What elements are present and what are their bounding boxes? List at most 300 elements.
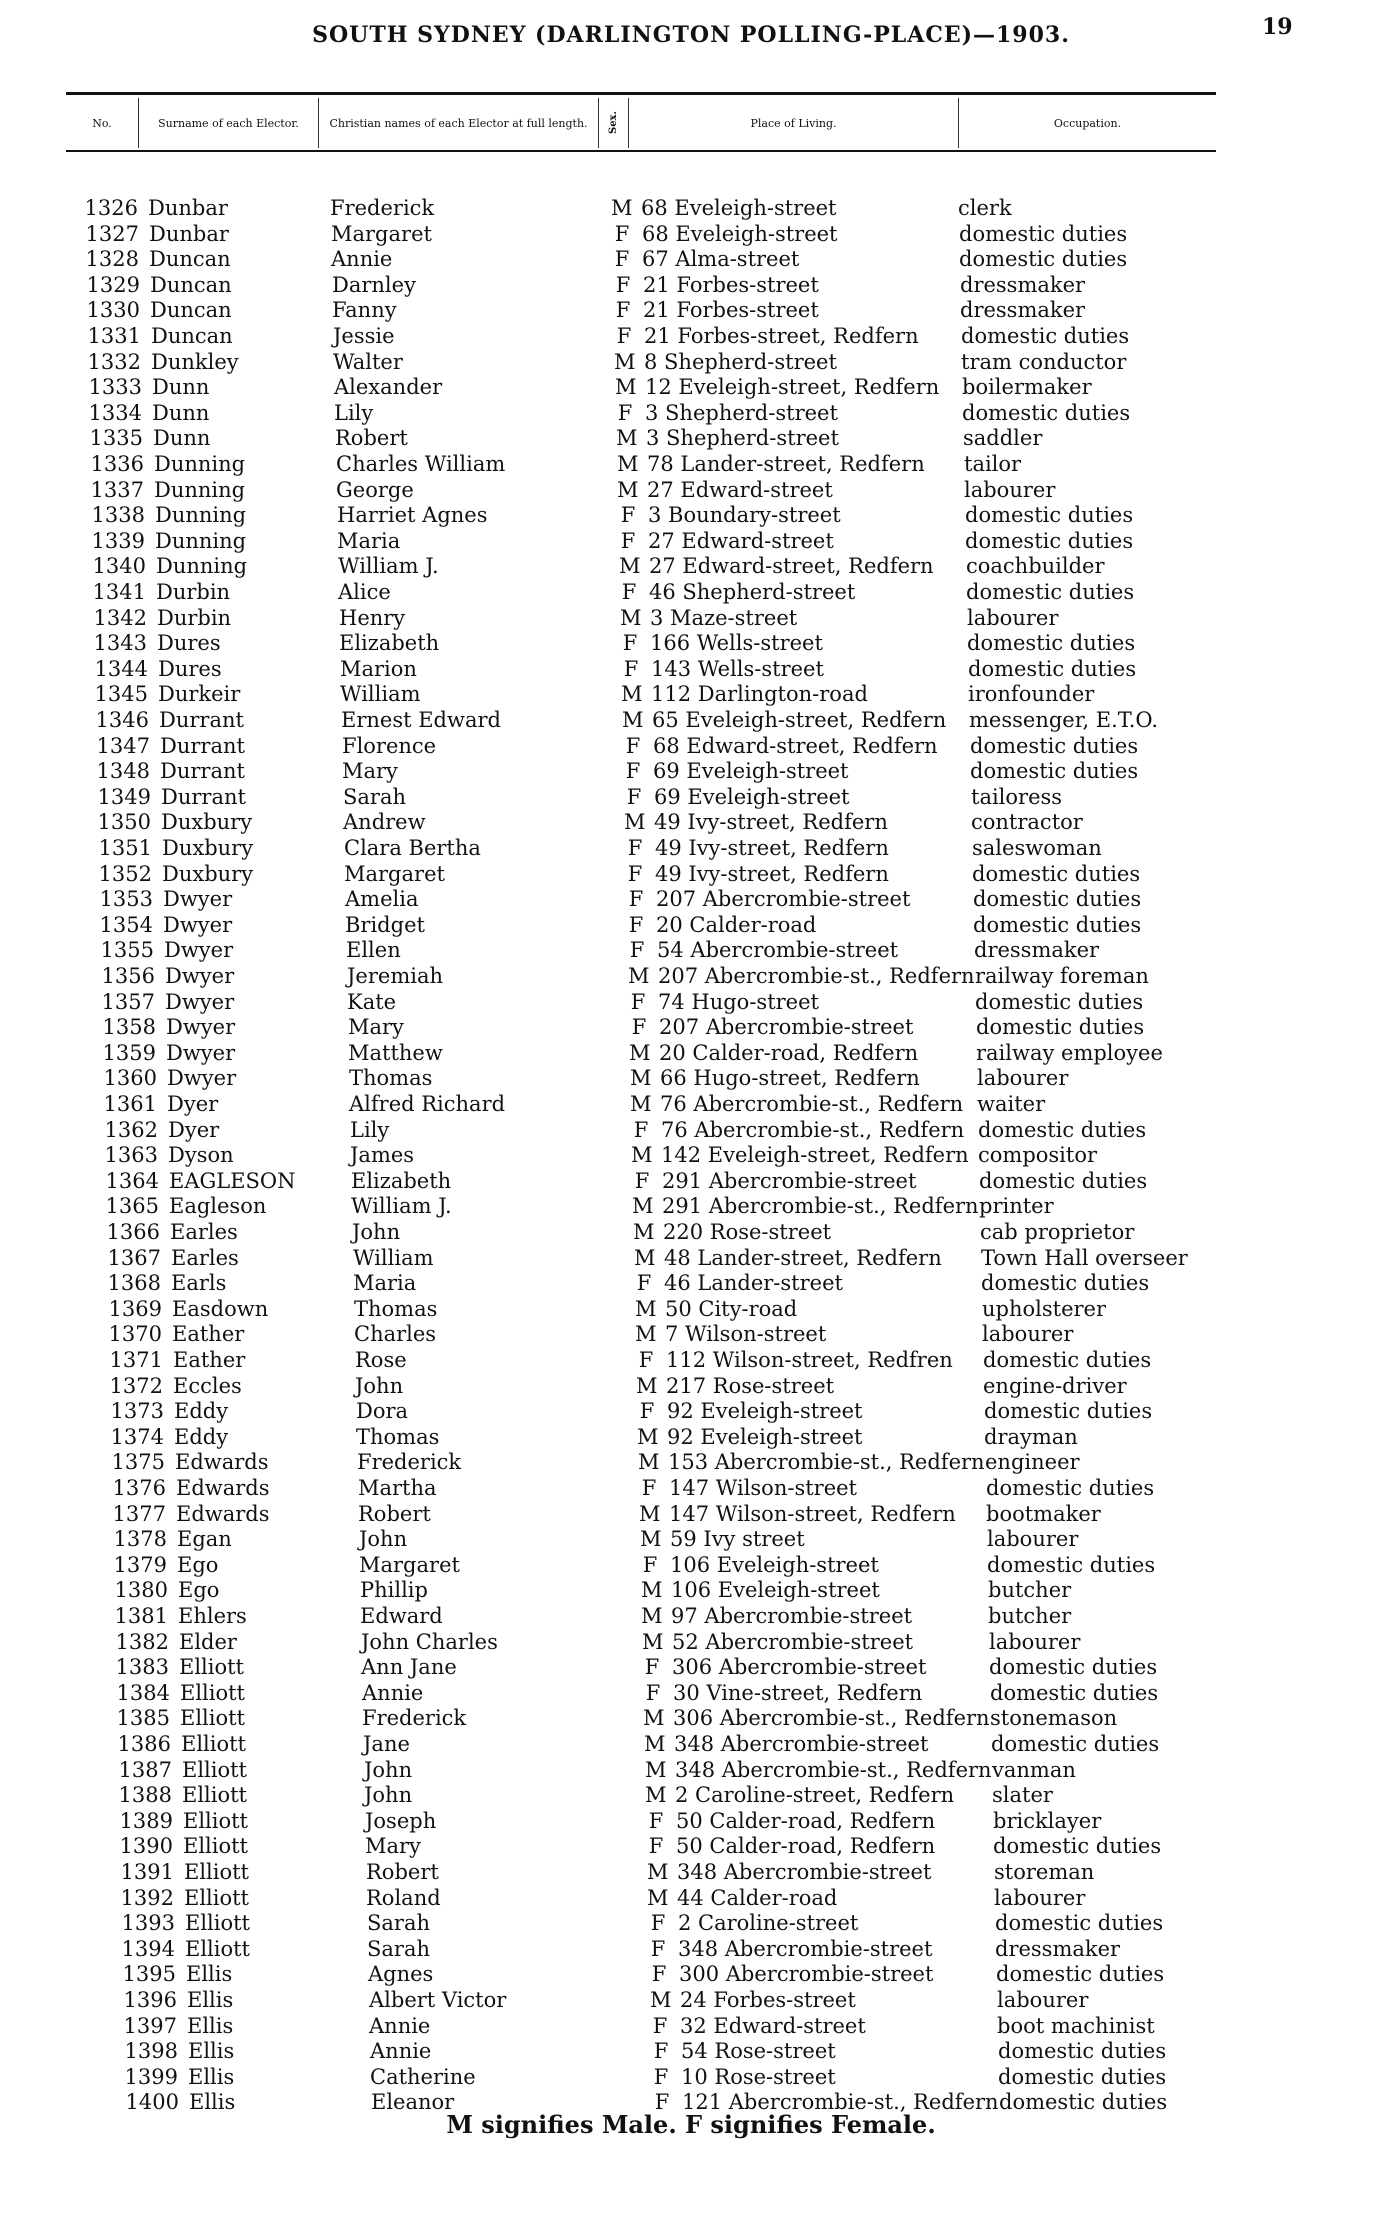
elector-occupation: labourer: [967, 606, 1059, 630]
elector-number: 1337: [90, 478, 144, 502]
elector-number: 1332: [87, 350, 141, 374]
elector-occupation: saleswoman: [972, 836, 1102, 860]
elector-surname: EAGLESON: [169, 1169, 296, 1193]
elector-surname: Duncan: [150, 298, 232, 322]
table-row: [78, 656, 1278, 682]
elector-number: 1341: [92, 580, 146, 604]
table-row: [80, 758, 1280, 784]
elector-place-of-living: 32 Edward-street: [680, 2014, 866, 2038]
elector-sex: F: [645, 1681, 661, 1705]
elector-occupation: vanman: [992, 1758, 1076, 1782]
table-row: [105, 1936, 1305, 1962]
elector-place-of-living: 121 Abercrombie-st., Redfern: [682, 2090, 999, 2114]
elector-christian-names: Fanny: [332, 298, 397, 322]
elector-place-of-living: 8 Shepherd-street: [644, 350, 837, 374]
elector-surname: Duncan: [151, 324, 233, 348]
elector-occupation: domestic duties: [965, 503, 1134, 527]
elector-christian-names: Clara Bertha: [344, 836, 481, 860]
elector-number: 1393: [121, 1911, 175, 1935]
elector-place-of-living: 68 Eveleigh-street: [641, 196, 837, 220]
elector-occupation: compositor: [978, 1143, 1098, 1167]
elector-number: 1377: [112, 1502, 166, 1526]
elector-surname: Duxbury: [161, 810, 253, 834]
elector-occupation: domestic duties: [967, 631, 1136, 655]
table-row: [75, 502, 1275, 528]
table-row: [80, 733, 1280, 759]
elector-occupation: waiter: [977, 1092, 1046, 1116]
elector-sex: F: [644, 1655, 660, 1679]
table-header: [66, 96, 1216, 150]
elector-surname: Earls: [171, 1271, 227, 1295]
elector-sex: F: [621, 580, 637, 604]
elector-christian-names: Ellen: [346, 938, 401, 962]
table-row: [76, 553, 1276, 579]
elector-surname: Dunn: [152, 375, 210, 399]
elector-sex: M: [617, 452, 639, 476]
elector-christian-names: Thomas: [356, 1425, 440, 1449]
elector-occupation: bricklayer: [993, 1809, 1102, 1833]
elector-occupation: saddler: [963, 426, 1043, 450]
elector-christian-names: Alfred Richard: [349, 1092, 506, 1116]
elector-surname: Dwyer: [163, 887, 233, 911]
table-row: [84, 937, 1284, 963]
elector-place-of-living: 65 Eveleigh-street, Redfern: [652, 708, 947, 732]
elector-surname: Edwards: [176, 1502, 270, 1526]
table-row: [74, 451, 1274, 477]
elector-number: 1358: [102, 1015, 156, 1039]
elector-christian-names: Thomas: [349, 1066, 433, 1090]
elector-place-of-living: 30 Vine-street, Redfern: [673, 1681, 923, 1705]
elector-sex: F: [650, 1911, 666, 1935]
elector-surname: Elliott: [184, 1886, 249, 1910]
elector-number: 1381: [114, 1604, 168, 1628]
elector-christian-names: Annie: [362, 1681, 424, 1705]
elector-surname: Dunning: [155, 503, 247, 527]
table-row: [101, 1731, 1301, 1757]
elector-sex: M: [631, 1143, 653, 1167]
table-row: [89, 1193, 1289, 1219]
elector-sex: F: [633, 1118, 649, 1142]
elector-surname: Dunning: [155, 529, 247, 553]
table-row: [77, 630, 1277, 656]
elector-christian-names: Lily: [334, 401, 374, 425]
table-row: [103, 1808, 1303, 1834]
page-title: SOUTH SYDNEY (DARLINGTON POLLING-PLACE)—1903.: [312, 22, 1070, 48]
elector-surname: Earles: [170, 1220, 238, 1244]
elector-christian-names: Sarah: [343, 785, 406, 809]
elector-surname: Dunning: [154, 478, 246, 502]
elector-surname: Durrant: [161, 785, 246, 809]
elector-christian-names: Robert: [335, 426, 408, 450]
table-row: [97, 1552, 1297, 1578]
elector-sex: M: [637, 1425, 659, 1449]
elector-number: 1349: [97, 785, 151, 809]
elector-sex: M: [611, 196, 633, 220]
elector-christian-names: Dora: [356, 1399, 409, 1423]
elector-surname: Dwyer: [165, 964, 235, 988]
table-row: [104, 1885, 1304, 1911]
elector-number: 1387: [118, 1758, 172, 1782]
elector-occupation: drayman: [984, 1425, 1078, 1449]
elector-christian-names: Phillip: [360, 1578, 428, 1602]
elector-number: 1392: [120, 1886, 174, 1910]
elector-number: 1379: [113, 1553, 167, 1577]
elector-number: 1380: [114, 1578, 168, 1602]
elector-surname: Eddy: [174, 1425, 229, 1449]
elector-sex: M: [628, 964, 650, 988]
elector-surname: Ellis: [189, 2090, 236, 2114]
table-row: [103, 1833, 1303, 1859]
elector-surname: Elliott: [179, 1655, 244, 1679]
table-row: [106, 1961, 1306, 1987]
elector-occupation: domestic duties: [973, 887, 1142, 911]
elector-christian-names: Alexander: [334, 375, 443, 399]
elector-place-of-living: 207 Abercrombie-st., Redfern: [658, 964, 975, 988]
elector-christian-names: William: [340, 682, 421, 706]
elector-sex: M: [629, 1041, 651, 1065]
elector-christian-names: Walter: [333, 350, 403, 374]
elector-number: 1327: [85, 222, 139, 246]
elector-surname: Edwards: [175, 1450, 269, 1474]
elector-surname: Eccles: [173, 1374, 242, 1398]
elector-sex: F: [639, 1399, 655, 1423]
elector-place-of-living: 50 Calder-road, Redfern: [676, 1809, 936, 1833]
elector-christian-names: Annie: [369, 2014, 431, 2038]
elector-occupation: domestic duties: [984, 1399, 1153, 1423]
elector-place-of-living: 68 Edward-street, Redfern: [653, 734, 938, 758]
elector-christian-names: Lily: [350, 1118, 390, 1142]
table-row: [92, 1296, 1292, 1322]
elector-number: 1378: [113, 1527, 167, 1551]
elector-number: 1370: [108, 1322, 162, 1346]
elector-place-of-living: 153 Abercrombie-st., Redfern: [668, 1450, 985, 1474]
elector-sex: F: [625, 734, 641, 758]
elector-place-of-living: 49 Ivy-street, Redfern: [655, 862, 889, 886]
elector-sex: M: [650, 1988, 672, 2012]
elector-occupation: domestic duties: [973, 913, 1142, 937]
elector-sex: F: [641, 1476, 657, 1500]
elector-number: 1333: [88, 375, 142, 399]
elector-sex: F: [614, 222, 630, 246]
elector-surname: Ellis: [186, 1962, 233, 1986]
elector-christian-names: Catherine: [370, 2065, 476, 2089]
elector-occupation: slater: [992, 1783, 1053, 1807]
elector-sex: M: [640, 1527, 662, 1551]
elector-occupation: contractor: [971, 810, 1083, 834]
elector-christian-names: William: [353, 1246, 434, 1270]
elector-occupation: domestic duties: [989, 1655, 1158, 1679]
elector-occupation: domestic duties: [998, 2065, 1167, 2089]
elector-number: 1361: [103, 1092, 157, 1116]
elector-surname: Durrant: [159, 708, 244, 732]
elector-occupation: engine-driver: [983, 1374, 1127, 1398]
elector-sex: F: [617, 401, 633, 425]
elector-christian-names: Henry: [339, 606, 406, 630]
elector-place-of-living: 106 Eveleigh-street: [671, 1578, 880, 1602]
elector-place-of-living: 348 Abercrombie-street: [678, 1937, 933, 1961]
elector-occupation: labourer: [989, 1630, 1081, 1654]
elector-number: 1353: [99, 887, 153, 911]
elector-occupation: domestic duties: [983, 1348, 1152, 1372]
elector-occupation: domestic duties: [966, 580, 1135, 604]
elector-sex: M: [634, 1246, 656, 1270]
table-row: [83, 886, 1283, 912]
table-row: [74, 477, 1274, 503]
elector-occupation: cab proprietor: [980, 1220, 1135, 1244]
elector-number: 1382: [115, 1630, 169, 1654]
elector-surname: Elliott: [180, 1706, 245, 1730]
elector-place-of-living: 92 Eveleigh-street: [667, 1425, 863, 1449]
elector-surname: Elder: [179, 1630, 237, 1654]
elector-occupation: domestic duties: [981, 1271, 1150, 1295]
table-row: [86, 1014, 1286, 1040]
elector-occupation: domestic duties: [976, 1015, 1145, 1039]
elector-sex: F: [623, 657, 639, 681]
elector-occupation: clerk: [958, 196, 1012, 220]
elector-place-of-living: 21 Forbes-street: [643, 298, 819, 322]
elector-sex: F: [615, 298, 631, 322]
elector-christian-names: Roland: [366, 1886, 441, 1910]
elector-place-of-living: 10 Rose-street: [681, 2065, 836, 2089]
elector-number: 1399: [124, 2065, 178, 2089]
elector-number: 1369: [108, 1297, 162, 1321]
elector-christian-names: Elizabeth: [339, 631, 440, 655]
elector-occupation: messenger, E.T.O.: [969, 708, 1159, 732]
elector-surname: Elliott: [185, 1937, 250, 1961]
elector-occupation: domestic duties: [972, 862, 1141, 886]
table-row: [107, 2013, 1307, 2039]
elector-surname: Easdown: [172, 1297, 269, 1321]
elector-number: 1372: [109, 1374, 163, 1398]
table-row: [88, 1142, 1288, 1168]
elector-place-of-living: 76 Abercrombie-st., Redfern: [661, 1118, 965, 1142]
elector-sex: M: [641, 1604, 663, 1628]
elector-surname: Ellis: [188, 2065, 235, 2089]
elector-occupation: domestic duties: [975, 990, 1144, 1014]
header-place: Place of Living.: [628, 98, 958, 148]
elector-place-of-living: 2 Caroline-street: [678, 1911, 859, 1935]
header-sex-label: Sex.: [608, 111, 619, 135]
elector-number: 1374: [110, 1425, 164, 1449]
elector-place-of-living: 166 Wells-street: [650, 631, 823, 655]
elector-place-of-living: 27 Edward-street: [648, 529, 834, 553]
elector-sex: F: [650, 1937, 666, 1961]
elector-christian-names: Joseph: [365, 1809, 437, 1833]
elector-number: 1346: [95, 708, 149, 732]
elector-occupation: storeman: [994, 1860, 1095, 1884]
elector-place-of-living: 306 Abercrombie-st., Redfern: [673, 1706, 990, 1730]
elector-number: 1384: [116, 1681, 170, 1705]
elector-sex: M: [630, 1092, 652, 1116]
table-row: [107, 1987, 1307, 2013]
table-row: [85, 989, 1285, 1015]
table-row: [105, 1910, 1305, 1936]
table-row: [71, 349, 1271, 375]
elector-place-of-living: 143 Wells-street: [651, 657, 824, 681]
elector-christian-names: Margaret: [359, 1553, 460, 1577]
elector-christian-names: Harriet Agnes: [337, 503, 488, 527]
elector-number: 1396: [123, 1988, 177, 2012]
elector-christian-names: Robert: [366, 1860, 439, 1884]
table-row: [86, 1040, 1286, 1066]
elector-sex: F: [653, 2039, 669, 2063]
elector-number: 1385: [116, 1706, 170, 1730]
table-row: [95, 1449, 1295, 1475]
table-row: [97, 1526, 1297, 1552]
elector-christian-names: Mary: [348, 1015, 404, 1039]
elector-place-of-living: 3 Boundary-street: [648, 503, 841, 527]
elector-christian-names: Martha: [358, 1476, 437, 1500]
elector-number: 1344: [94, 657, 148, 681]
elector-surname: Duxbury: [162, 836, 254, 860]
elector-sex: M: [616, 426, 638, 450]
elector-sex: F: [627, 836, 643, 860]
elector-sex: M: [622, 708, 644, 732]
elector-christian-names: Alice: [338, 580, 391, 604]
elector-christian-names: Margaret: [331, 222, 432, 246]
elector-number: 1350: [97, 810, 151, 834]
elector-place-of-living: 49 Ivy-street, Redfern: [655, 836, 889, 860]
elector-sex: F: [652, 2014, 668, 2038]
elector-sex: F: [615, 273, 631, 297]
elector-number: 1342: [93, 606, 147, 630]
elector-christian-names: John: [364, 1783, 413, 1807]
elector-christian-names: William J.: [338, 554, 439, 578]
table-row: [68, 195, 1268, 221]
elector-number: 1383: [115, 1655, 169, 1679]
header-occupation: Occupation.: [958, 98, 1216, 148]
elector-occupation: railway employee: [976, 1041, 1163, 1065]
table-row: [70, 297, 1270, 323]
elector-number: 1343: [93, 631, 147, 655]
elector-number: 1340: [92, 554, 146, 578]
elector-occupation: domestic duties: [993, 1834, 1162, 1858]
table-row: [73, 425, 1273, 451]
elector-number: 1334: [88, 401, 142, 425]
elector-sex: M: [624, 810, 646, 834]
elector-sex: M: [645, 1758, 667, 1782]
elector-place-of-living: 106 Eveleigh-street: [670, 1553, 879, 1577]
elector-surname: Dunn: [152, 401, 210, 425]
elector-christian-names: Frederick: [357, 1450, 462, 1474]
elector-christian-names: James: [350, 1143, 415, 1167]
elector-place-of-living: 50 City-road: [665, 1297, 798, 1321]
elector-number: 1328: [85, 247, 139, 271]
elector-number: 1336: [90, 452, 144, 476]
table-row: [100, 1680, 1300, 1706]
elector-christian-names: Sarah: [367, 1937, 430, 1961]
elector-surname: Durbin: [157, 606, 232, 630]
elector-number: 1397: [123, 2014, 177, 2038]
elector-surname: Durkeir: [158, 682, 241, 706]
elector-place-of-living: 78 Lander-street, Redfern: [647, 452, 925, 476]
elector-place-of-living: 20 Calder-road: [656, 913, 817, 937]
elector-number: 1390: [119, 1834, 173, 1858]
elector-occupation: domestic duties: [962, 401, 1131, 425]
elector-occupation: domestic duties: [986, 1476, 1155, 1500]
elector-christian-names: John: [359, 1527, 408, 1551]
elector-number: 1371: [109, 1348, 163, 1372]
elector-place-of-living: 3 Maze-street: [650, 606, 798, 630]
elector-sex: F: [625, 759, 641, 783]
elector-surname: Edwards: [176, 1476, 270, 1500]
elector-place-of-living: 69 Eveleigh-street: [654, 785, 850, 809]
table-row: [100, 1705, 1300, 1731]
elector-occupation: domestic duties: [999, 2090, 1168, 2114]
elector-place-of-living: 348 Abercrombie-street: [677, 1860, 932, 1884]
table-row: [89, 1168, 1289, 1194]
elector-place-of-living: 112 Darlington-road: [651, 682, 868, 706]
elector-sex: M: [638, 1450, 660, 1474]
elector-place-of-living: 348 Abercrombie-st., Redfern: [675, 1758, 992, 1782]
table-row: [94, 1424, 1294, 1450]
elector-number: 1330: [86, 298, 140, 322]
elector-christian-names: Thomas: [354, 1297, 438, 1321]
elector-occupation: labourer: [977, 1066, 1069, 1090]
elector-place-of-living: 54 Rose-street: [681, 2039, 836, 2063]
elector-place-of-living: 220 Rose-street: [663, 1220, 832, 1244]
elector-occupation: railway foreman: [975, 964, 1149, 988]
elector-number: 1368: [107, 1271, 161, 1295]
elector-place-of-living: 97 Abercrombie-street: [671, 1604, 913, 1628]
elector-occupation: stonemason: [990, 1706, 1118, 1730]
elector-christian-names: Marion: [340, 657, 417, 681]
elector-place-of-living: 300 Abercrombie-street: [679, 1962, 934, 1986]
elector-christian-names: Annie: [331, 247, 393, 271]
elector-sex: M: [615, 375, 637, 399]
elector-christian-names: Charles: [354, 1322, 437, 1346]
elector-christian-names: Jeremiah: [347, 964, 443, 988]
elector-number: 1364: [105, 1169, 159, 1193]
elector-sex: F: [651, 1962, 667, 1986]
elector-occupation: boilermaker: [962, 375, 1092, 399]
elector-occupation: domestic duties: [961, 324, 1130, 348]
elector-place-of-living: 66 Hugo-street, Redfern: [660, 1066, 920, 1090]
elector-place-of-living: 68 Eveleigh-street: [642, 222, 838, 246]
sex-legend: M signifies Male. F signifies Female.: [446, 2110, 936, 2139]
table-row: [82, 835, 1282, 861]
elector-place-of-living: 306 Abercrombie-street: [672, 1655, 927, 1679]
elector-place-of-living: 67 Alma-street: [642, 247, 800, 271]
elector-christian-names: Bridget: [345, 913, 425, 937]
table-row: [82, 861, 1282, 887]
elector-place-of-living: 50 Calder-road, Redfern: [676, 1834, 936, 1858]
elector-number: 1331: [87, 324, 141, 348]
table-row: [78, 681, 1278, 707]
table-row: [87, 1091, 1287, 1117]
elector-occupation: labourer: [987, 1527, 1079, 1551]
elector-sex: M: [614, 350, 636, 374]
elector-occupation: tram conductor: [961, 350, 1127, 374]
elector-christian-names: Frederick: [330, 196, 435, 220]
table-row: [76, 579, 1276, 605]
elector-surname: Dyer: [167, 1092, 219, 1116]
elector-christian-names: Florence: [342, 734, 437, 758]
elector-surname: Elliott: [180, 1681, 245, 1705]
elector-sex: F: [630, 990, 646, 1014]
elector-christian-names: Amelia: [345, 887, 419, 911]
elector-occupation: butcher: [988, 1578, 1072, 1602]
elector-surname: Dures: [158, 657, 222, 681]
elector-surname: Durrant: [160, 759, 245, 783]
elector-occupation: domestic duties: [970, 734, 1139, 758]
elector-place-of-living: 69 Eveleigh-street: [653, 759, 849, 783]
elector-surname: Ego: [178, 1578, 220, 1602]
elector-sex: F: [622, 631, 638, 655]
elector-surname: Earles: [171, 1246, 239, 1270]
header-bottom-rule: [66, 150, 1216, 152]
elector-place-of-living: 21 Forbes-street: [643, 273, 819, 297]
